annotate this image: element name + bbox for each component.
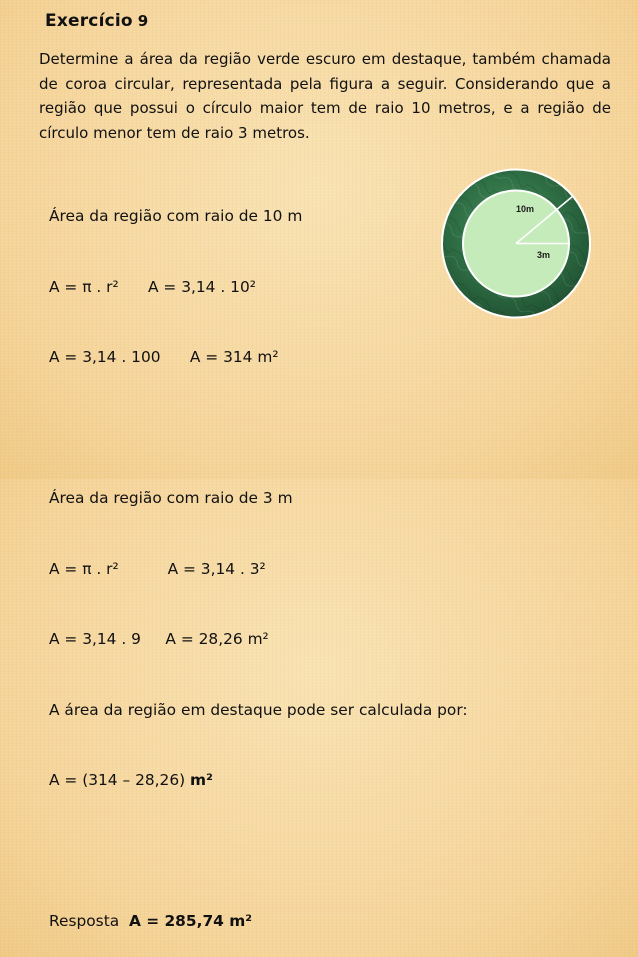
answer-value: A = 285,74 m² — [128, 912, 253, 930]
solution-expression — [49, 769, 468, 793]
inner-radius-label: 3m — [537, 250, 551, 260]
expression-text: A = (314 – 28,26) — [49, 771, 191, 789]
solution-line-blank — [49, 840, 468, 864]
solution-line: A = π . r² A = 3,14 . 10² — [49, 277, 256, 296]
answer-line — [49, 910, 468, 934]
solution-line: A = π . r² A = 3,14 . 3² — [49, 559, 266, 578]
answer-label: Resposta — [49, 912, 129, 930]
solution-line: A área da região em destaque pode ser calculada por: — [49, 700, 468, 719]
solution-line: A = 3,14 . 9 A = 28,26 m² — [49, 630, 269, 648]
solution-line: Área da região com raio de 3 m — [49, 489, 293, 507]
solution-steps — [49, 158, 468, 957]
exercise-number: 9 — [137, 12, 149, 30]
solution-line: Área da região com raio de 10 m — [49, 207, 303, 225]
outer-radius-label: 10m — [516, 204, 535, 214]
expression-unit: m² — [190, 771, 213, 789]
problem-statement: Determine a área da região verde escuro em destaque, também chamada de coroa circular, representada pela figura a seguir. Considerando que a região que possui o círculo maior tem de raio 10 metros, e a região de círculo menor tem de raio 3 metros. — [39, 50, 611, 142]
exercise-title — [45, 11, 148, 31]
annulus-figure — [423, 166, 609, 321]
solution-line: A = 3,14 . 100 A = 314 m² — [49, 348, 279, 366]
exercise-title-label: Exercício — [45, 11, 133, 31]
solution-line — [49, 417, 468, 441]
